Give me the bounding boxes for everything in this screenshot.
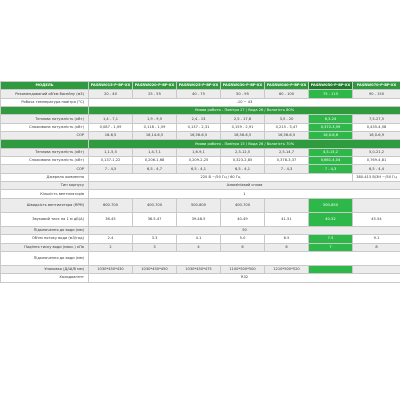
spec-cell: 1,6-9,1 <box>177 148 221 156</box>
section-title: Умови роботи - Повітря 15 / Вода 26 / Вологість 70% <box>89 140 400 148</box>
spec-cell: 25 - 55 <box>133 90 177 98</box>
spec-cell: 7,5-27,5 <box>353 115 400 123</box>
table-row <box>1 165 400 173</box>
table-row <box>1 274 400 282</box>
spec-cell: 7 <box>309 243 353 251</box>
spec-cell: 39-48.5 <box>177 212 221 226</box>
table-row <box>1 198 400 212</box>
spec-cell: 16,56-6,5 <box>177 132 221 140</box>
spec-cell: 1100*500*500 <box>221 265 265 273</box>
header-model-label: МОДЕЛЬ <box>1 82 89 90</box>
spec-cell: 1,9 - 9,5 <box>133 115 177 123</box>
spec-cell: 6,5 - 4,7 <box>133 165 177 173</box>
spec-cell: 400-700 <box>133 198 177 212</box>
table-row <box>1 212 400 226</box>
param-label: Підключення до води (мм) <box>1 226 89 234</box>
spec-cell: 7 - 4,3 <box>265 165 309 173</box>
spec-table <box>0 81 400 283</box>
spec-cell: 9.1 <box>353 235 400 243</box>
spec-cell: 40 - 75 <box>177 90 221 98</box>
spec-cell: 5.0 <box>221 235 265 243</box>
param-label: Споживана потужність (кВт) <box>1 157 89 165</box>
spec-cell: 40-52 <box>309 212 353 226</box>
spec-cell: 2,4 - 13 <box>177 115 221 123</box>
table-row <box>1 157 400 165</box>
param-label: Звуковий тиск на 1 м дБ(A) <box>1 212 89 226</box>
spec-span-cell: 50 <box>89 226 400 234</box>
spec-cell: 0,118 - 1,59 <box>133 123 177 131</box>
spec-cell: 6,5 - 4,1 <box>221 165 265 173</box>
spec-cell: 1,1-5,5 <box>89 148 133 156</box>
spec-cell: 60 - 100 <box>265 90 309 98</box>
table-row <box>1 265 400 273</box>
spec-cell: 1030*450*475 <box>177 265 221 273</box>
spec-cell: 6,5 - 4,4 <box>353 165 400 173</box>
spec-cell: 0,435-4,58 <box>353 123 400 131</box>
spec-cell: 3.3 <box>133 235 177 243</box>
spec-cell: 16,0-6,9 <box>353 132 400 140</box>
spec-cell: 2 <box>89 243 133 251</box>
spec-cell: 0,137-1,22 <box>89 157 133 165</box>
spec-cell: 0,372-3,59 <box>309 123 353 131</box>
spec-cell: 4 <box>177 243 221 251</box>
spec-cell: 16,56-6,5 <box>265 132 309 140</box>
spec-cell <box>353 198 400 212</box>
section-spacer <box>1 140 89 148</box>
header-model-name: PASRW030-P-BP-XX <box>221 82 265 90</box>
spec-cell: 6.5 <box>265 235 309 243</box>
table-row <box>1 190 400 198</box>
table-row <box>1 243 400 251</box>
param-label: COP <box>1 165 89 173</box>
header-model-name: PASRW040-P-BP-XX <box>265 82 309 90</box>
spec-span-cell: R32 <box>89 274 400 282</box>
spec-cell: 2,5-14,7 <box>265 148 309 156</box>
spec-cell: 90 - 150 <box>353 90 400 98</box>
param-label: Упаковка (Д/Ш/В мм) <box>1 265 89 273</box>
spec-cell: 1,4-7,1 <box>133 148 177 156</box>
spec-span-cell: Алюмінієвий сплав <box>89 182 400 190</box>
table-row <box>1 90 400 98</box>
param-label: Теплова потужність (кВт) <box>1 148 89 156</box>
spec-cell: 6,5 - 4,1 <box>177 165 221 173</box>
spec-cell: 4,5-15,2 <box>309 148 353 156</box>
table-row <box>1 226 400 234</box>
spec-cell: 1210*500*520 <box>265 265 309 273</box>
spec-cell: 20 - 40 <box>89 90 133 98</box>
param-label: Робоча температура повітря (°C) <box>1 98 89 106</box>
section-header <box>1 140 400 148</box>
table-row <box>1 251 400 265</box>
param-label: Теплова потужність (кВт) <box>1 115 89 123</box>
spec-cell: 1030*450*430 <box>89 265 133 273</box>
spec-cell: 400-700 <box>221 198 265 212</box>
param-label: COP <box>1 132 89 140</box>
spec-cell: 0,159 - 2,91 <box>221 123 265 131</box>
spec-cell: 6 <box>221 243 265 251</box>
table-header <box>1 82 400 90</box>
spec-cell: 0,378-3,37 <box>265 157 309 165</box>
spec-cell: 0,661-4,04 <box>309 157 353 165</box>
spec-cell <box>265 198 309 212</box>
header-model-name: PASRW015-P-BP-XX <box>89 82 133 90</box>
table-row <box>1 98 400 106</box>
spec-cell: 0,137 - 2,31 <box>177 123 221 131</box>
spec-cell <box>353 265 400 273</box>
spec-cell: 3 <box>133 243 177 251</box>
table-row <box>1 115 400 123</box>
spec-cell: 4.1 <box>177 235 221 243</box>
param-label: Рекомендований об'єм басейну (м3) <box>1 90 89 98</box>
spec-cell: 5,0-21,2 <box>353 148 400 156</box>
spec-cell: 6,3-24 <box>309 115 353 123</box>
spec-cell: 600-700 <box>89 198 133 212</box>
table-row <box>1 182 400 190</box>
spec-cell: 0,323-2,85 <box>221 157 265 165</box>
section-header <box>1 107 400 115</box>
spec-cell: 0,087 - 1,09 <box>89 123 133 131</box>
param-label: Об'єм потоку води (м3/год) <box>1 235 89 243</box>
spec-cell: 2,3-12,5 <box>221 148 265 156</box>
table-row <box>1 173 400 181</box>
spec-cell: 41-51 <box>265 212 309 226</box>
spec-cell: 0,215 - 3,47 <box>265 123 309 131</box>
spec-cell: 36-45 <box>89 212 133 226</box>
spec-cell: 0,769-4,81 <box>353 157 400 165</box>
param-label: Джерело живлення <box>1 173 89 181</box>
spec-cell: 500-850 <box>309 198 353 212</box>
spec-cell <box>309 265 353 273</box>
header-model-name: PASRW025-P-BP-XX <box>177 82 221 90</box>
spec-cell: 2,5 - 17,8 <box>221 115 265 123</box>
spec-cell: 40-49 <box>221 212 265 226</box>
spec-cell: 380-415 В/3Н ~/50 Гц <box>353 173 400 181</box>
param-label: Підключення до води (мм) <box>1 251 89 265</box>
spec-cell: 36.5-47 <box>133 212 177 226</box>
section-title: Умови роботи - Повітря 27 / Вода 26 / Вологість 80% <box>89 107 400 115</box>
param-label: Холодоагент <box>1 274 89 282</box>
section-spacer <box>1 107 89 115</box>
spec-cell: 0,209-2,25 <box>177 157 221 165</box>
spec-span-cell: -10 ~ 43 <box>89 98 400 106</box>
spec-cell: 7.5 <box>309 235 353 243</box>
spec-span-cell: 220 В ~/50 Гц / 60 Гц <box>89 173 353 181</box>
spec-cell: 2.4 <box>89 235 133 243</box>
header-model-name: PASRW050-P-BP-XX <box>309 82 353 90</box>
spec-cell: 1,4 - 7,1 <box>89 115 133 123</box>
table-row <box>1 235 400 243</box>
spec-cell: 7 - 4,5 <box>89 165 133 173</box>
header-model-name: PASRW020-P-BP-XX <box>133 82 177 90</box>
spec-cell: 1030*450*450 <box>133 265 177 273</box>
spec-cell: 16,56-6,5 <box>221 132 265 140</box>
param-label: Тип корпусу <box>1 182 89 190</box>
spec-cell: 16,14-6,5 <box>133 132 177 140</box>
spec-cell: 7 - 4,3 <box>309 165 353 173</box>
table-row <box>1 123 400 131</box>
param-label: Кількість вентиляторів <box>1 190 89 198</box>
spec-cell: 75 - 115 <box>309 90 353 98</box>
table-row <box>1 148 400 156</box>
spec-cell: 16,0-6,6 <box>309 132 353 140</box>
spec-cell: 16-6,5 <box>89 132 133 140</box>
spec-span-cell <box>89 251 400 265</box>
spec-cell: 0,206-1,68 <box>133 157 177 165</box>
spec-span-cell: 1 <box>89 190 400 198</box>
header-model-name: PASRW070-P-BP-XX <box>353 82 400 90</box>
param-label: Швидкість вентилятора (RPM) <box>1 198 89 212</box>
spec-cell: 6 <box>265 243 309 251</box>
spec-cell: 500-800 <box>177 198 221 212</box>
spec-cell: 45-54 <box>353 212 400 226</box>
param-label: Споживана потужність (кВт) <box>1 123 89 131</box>
spec-cell: 50 - 95 <box>221 90 265 98</box>
spec-cell: 8 <box>353 243 400 251</box>
spec-cell: 3,5 - 20 <box>265 115 309 123</box>
param-label: Падіння тиску води (макс.) кПа <box>1 243 89 251</box>
table-row <box>1 132 400 140</box>
